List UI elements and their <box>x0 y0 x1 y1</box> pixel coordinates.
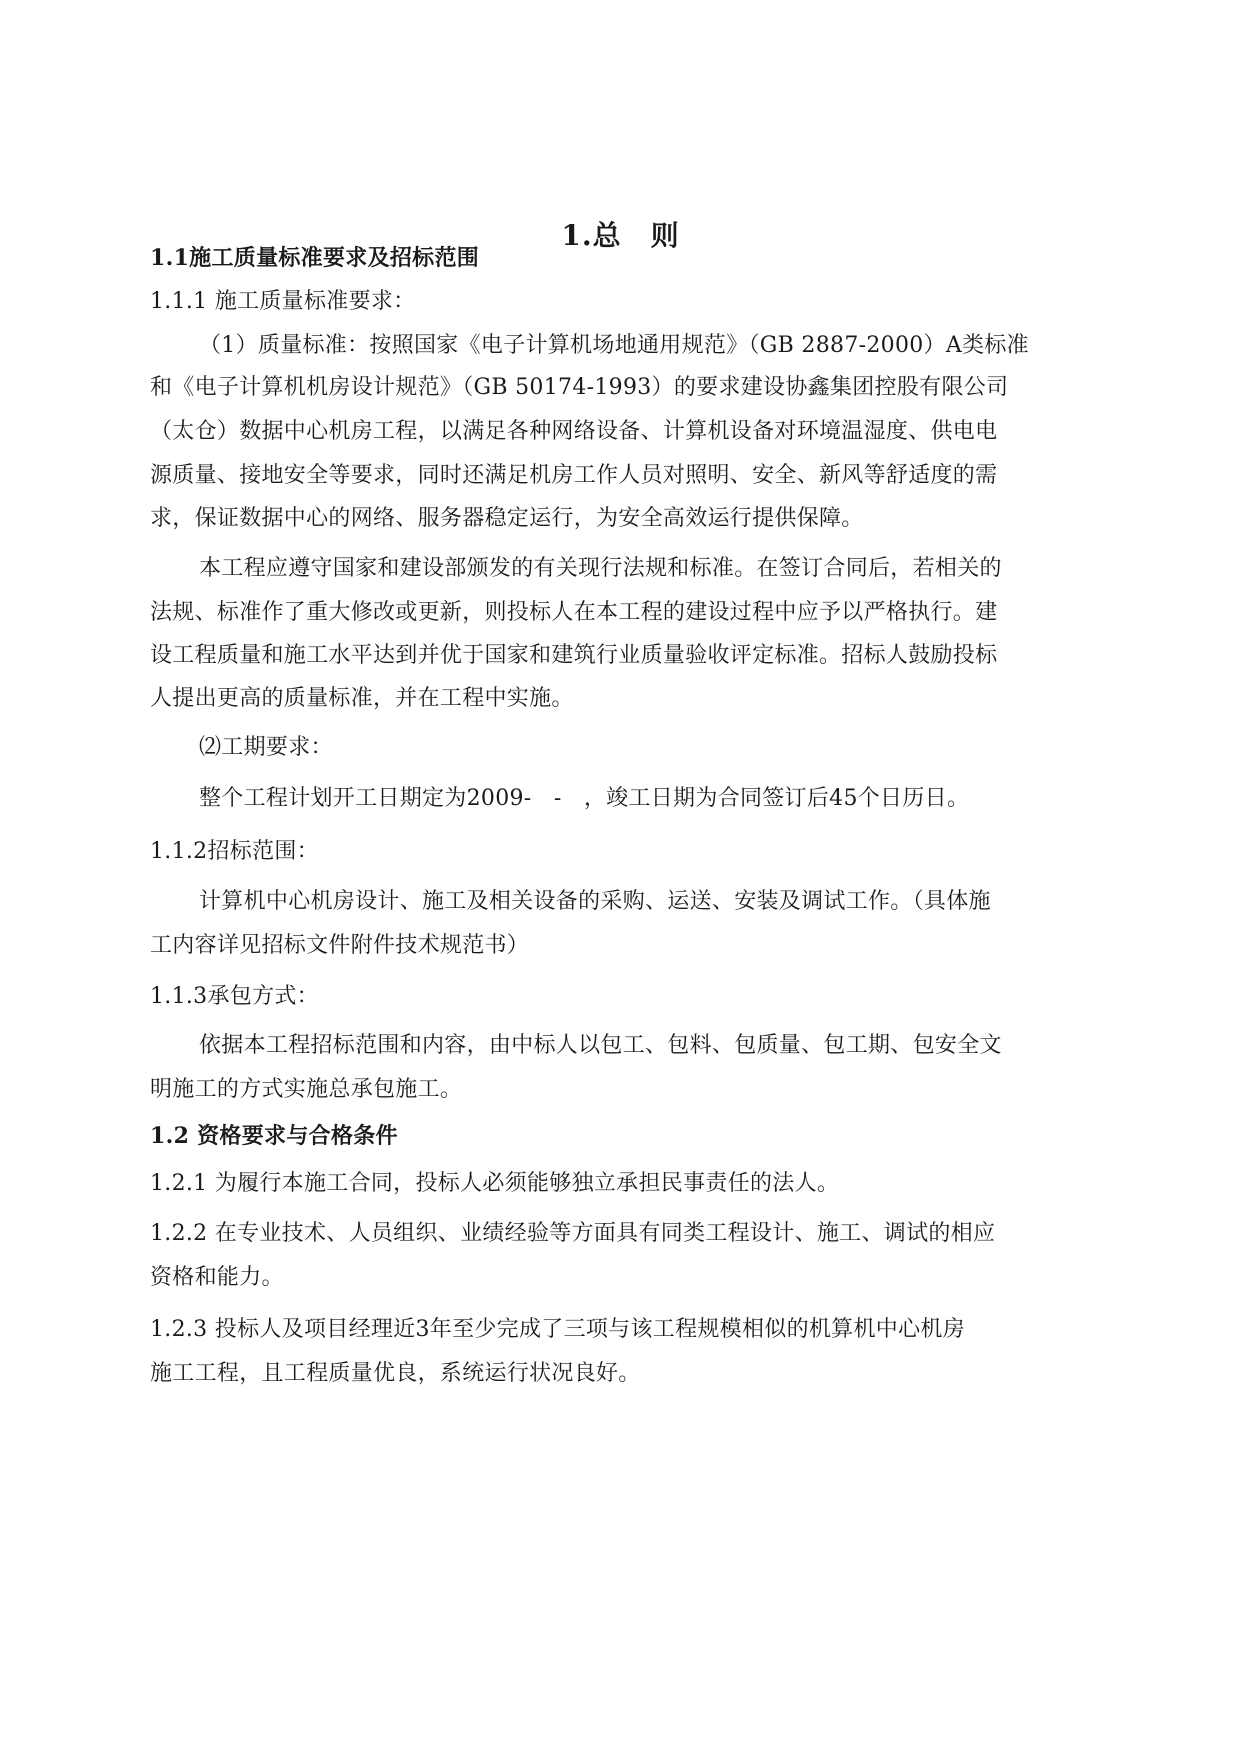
paragraph-quality-line-1: （1）质量标准：按照国家《电子计算机场地通用规范》（GB 2887-2000）A类标准 <box>199 333 1029 358</box>
section-heading-1-1: 1.1施工质量标准要求及招标范围 <box>150 245 480 271</box>
clause-1-2-3-line-2: 施工工程，且工程质量优良，系统运行状况良好。 <box>150 1361 641 1386</box>
paragraph-standards-line-4: 人提出更高的质量标准，并在工程中实施。 <box>150 686 574 711</box>
subsection-1-1-2: 1.1.2招标范围： <box>150 839 319 864</box>
paragraph-standards-line-2: 法规、标准作了重大修改或更新，则投标人在本工程的建设过程中应予以严格执行。建 <box>150 600 998 625</box>
paragraph-standards-line-1: 本工程应遵守国家和建设部颁发的有关现行法规和标准。在签订合同后，若相关的 <box>199 556 1002 581</box>
paragraph-standards-line-3: 设工程质量和施工水平达到并优于国家和建筑行业质量验收评定标准。招标人鼓励投标 <box>150 643 998 668</box>
clause-1-2-2-line-1: 1.2.2 在专业技术、人员组织、业绩经验等方面具有同类工程设计、施工、调试的相应 <box>150 1221 996 1246</box>
paragraph-contract-line-1: 依据本工程招标范围和内容，由中标人以包工、包料、包质量、包工期、包安全文 <box>199 1033 1002 1058</box>
clause-1-2-1: 1.2.1 为履行本施工合同，投标人必须能够独立承担民事责任的法人。 <box>150 1171 840 1196</box>
section-heading-1-2: 1.2 资格要求与合格条件 <box>150 1123 398 1149</box>
paragraph-quality-line-4: 源质量、接地安全等要求，同时还满足机房工作人员对照明、安全、新风等舒适度的需 <box>150 463 998 488</box>
paragraph-quality-line-2: 和《电子计算机机房设计规范》（GB 50174-1993）的要求建设协鑫集团控股有限公司 <box>150 375 1009 400</box>
clause-1-2-2-line-2: 资格和能力。 <box>150 1265 284 1290</box>
subsection-1-1-1: 1.1.1 施工质量标准要求： <box>150 289 416 314</box>
subsection-1-1-3: 1.1.3承包方式： <box>150 984 319 1009</box>
clause-1-2-3-line-1: 1.2.3 投标人及项目经理近3年至少完成了三项与该工程规模相似的机算机中心机房 <box>150 1317 965 1342</box>
paragraph-quality-line-5: 求，保证数据中心的网络、服务器稳定运行，为安全高效运行提供保障。 <box>150 506 864 531</box>
paragraph-contract-line-2: 明施工的方式实施总承包施工。 <box>150 1077 463 1102</box>
paragraph-scope-line-1: 计算机中心机房设计、施工及相关设备的采购、运送、安装及调试工作。（具体施 <box>199 889 991 914</box>
paragraph-quality-line-3: （太仓）数据中心机房工程，以满足各种网络设备、计算机设备对环境温湿度、供电电 <box>150 419 998 444</box>
schedule-text: 整个工程计划开工日期定为2009- - ，竣工日期为合同签订后45个日历日。 <box>199 786 970 811</box>
page-title: 1.总 则 <box>561 219 680 252</box>
schedule-heading: ⑵工期要求： <box>199 735 333 760</box>
paragraph-scope-line-2: 工内容详见招标文件附件技术规范书） <box>150 933 530 958</box>
